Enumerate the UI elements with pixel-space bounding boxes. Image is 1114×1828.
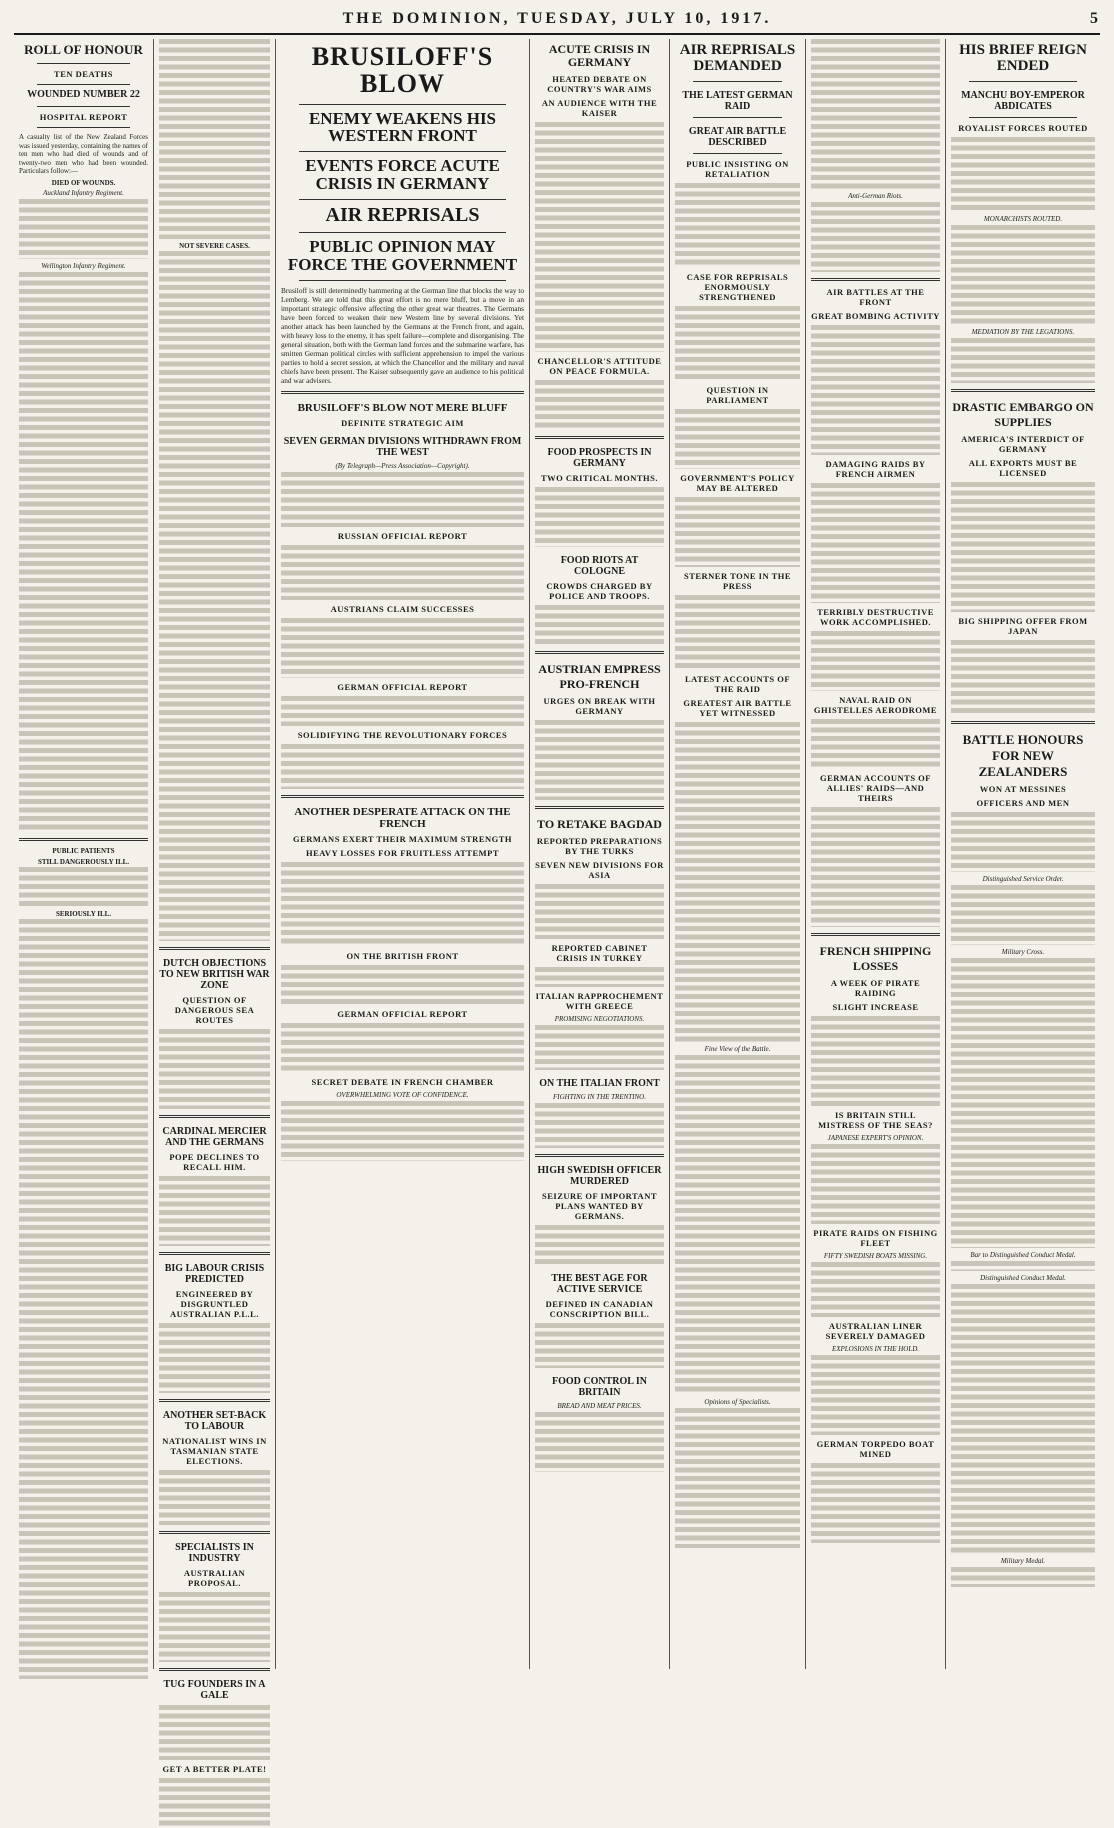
subhead-shipping-japan: BIG SHIPPING OFFER FROM JAPAN — [958, 615, 1088, 636]
casualty-list — [19, 272, 148, 832]
article-body — [159, 1705, 270, 1760]
headline-labour-crisis: BIG LABOUR CRISIS PREDICTED — [164, 1263, 265, 1285]
article-body — [811, 631, 940, 691]
divider — [969, 81, 1077, 82]
article-body — [811, 39, 940, 189]
article-body — [159, 1176, 270, 1246]
subhead-slight-increase: SLIGHT INCREASE — [832, 1002, 919, 1012]
regiment-wellington: Wellington Infantry Regiment. — [41, 261, 126, 270]
article-body — [535, 1103, 664, 1148]
subhead-critical-months: TWO CRITICAL MONTHS. — [541, 473, 658, 484]
subhead-pope: POPE DECLINES TO RECALL HIM. — [169, 1152, 260, 1172]
headline-food-control: FOOD CONTROL IN BRITAIN — [551, 1376, 647, 1399]
subhead-swedish-boats: FIFTY SWEDISH BOATS MISSING. — [823, 1252, 928, 1260]
headline-swedish-officer: HIGH SWEDISH OFFICER MURDERED — [537, 1165, 662, 1188]
article-body — [811, 202, 940, 272]
divider — [37, 84, 130, 85]
divider — [37, 127, 130, 128]
article-body — [159, 1470, 270, 1525]
article-body — [951, 137, 1095, 212]
divider — [951, 721, 1095, 724]
headline-cardinal-mercier: CARDINAL MERCIER AND THE GERMANS — [162, 1126, 267, 1148]
headline-food-riots: FOOD RIOTS AT COLOGNE — [560, 555, 639, 578]
headline-retake-bagdad: TO RETAKE BAGDAD — [537, 817, 662, 832]
subhead-explosions: EXPLOSIONS IN THE HOLD. — [831, 1345, 920, 1353]
article-body — [811, 1463, 940, 1543]
award-dcm: Distinguished Conduct Medal. — [980, 1273, 1066, 1282]
subhead-confidence: OVERWHELMING VOTE OF CONFIDENCE. — [336, 1090, 469, 1099]
advert-better-plate: GET A BETTER PLATE! — [162, 1764, 267, 1774]
article-body — [951, 640, 1095, 715]
article-body — [951, 225, 1095, 325]
divider — [693, 81, 782, 82]
article-body — [281, 862, 524, 947]
masthead-title: THE DOMINION, TUESDAY, JULY 10, 1917. — [342, 10, 772, 27]
subhead-sea-routes: QUESTION OF DANGEROUS SEA ROUTES — [174, 995, 255, 1025]
subhead-turkish-preparations: REPORTED PREPARATIONS BY THE TURKS — [536, 836, 663, 857]
headline-seven-divisions: SEVEN GERMAN DIVISIONS WITHDRAWN FROM THE WEST — [283, 435, 522, 458]
headline-not-mere-bluff: BRUSILOFF'S BLOW NOT MERE BLUFF — [297, 401, 508, 414]
column-roll-of-honour — [14, 39, 154, 1669]
subhead-heated-debate: HEATED DEBATE ON COUNTRY'S WAR AIMS — [547, 74, 652, 95]
subhead-crowds-charged: CROWDS CHARGED BY POLICE AND TROOPS. — [546, 581, 653, 602]
headline-acute-crisis-germany: ACUTE CRISIS IN GERMANY — [548, 42, 651, 69]
article-intro: A casualty list of the New Zealand Forces was issued yesterday, containing the names of ten men who had died of wounds and of twenty-two men who had been wounded. Particulars follow:— — [19, 133, 148, 176]
headline-tug-founders: TUG FOUNDERS IN A GALE — [163, 1679, 266, 1701]
subhead-british-front: ON THE BRITISH FRONT — [346, 950, 459, 961]
subhead-italian-greece: ITALIAN RAPPROCHEMENT WITH GREECE — [535, 991, 664, 1012]
subhead-russian-report: RUSSIAN OFFICIAL REPORT — [337, 530, 468, 541]
article-body — [535, 967, 664, 987]
divider — [693, 153, 782, 154]
headline-acute-crisis: EVENTS FORCE ACUTE CRISIS IN GERMANY — [305, 156, 500, 194]
subhead-america-interdict: AMERICA'S INTERDICT OF GERMANY — [961, 433, 1085, 454]
divider — [159, 1115, 270, 1118]
headline-best-age: THE BEST AGE FOR ACTIVE SERVICE — [551, 1273, 648, 1296]
divider — [299, 104, 506, 105]
article-body — [535, 1225, 664, 1265]
divider — [535, 1154, 664, 1157]
subhead-pirate-raiding: A WEEK OF PIRATE RAIDING — [830, 978, 921, 998]
subhead-messines: WON AT MESSINES — [979, 783, 1067, 794]
subhead-break-with-germany: URGES ON BREAK WITH GERMANY — [543, 696, 656, 717]
article-body — [535, 884, 664, 939]
headline-specialists: SPECIALISTS IN INDUSTRY — [175, 1542, 254, 1564]
honours-list — [951, 1567, 1095, 1587]
award-military-medal: Military Medal. — [1000, 1556, 1046, 1565]
subhead-greatest-battle: GREATEST AIR BATTLE YET WITNESSED — [683, 697, 792, 718]
article-body — [675, 409, 800, 469]
subhead-heavy-losses: HEAVY LOSSES FOR FRUITLESS ATTEMPT — [305, 847, 500, 858]
section-dangerously-ill: STILL DANGEROUSLY ILL. — [37, 857, 130, 866]
divider — [535, 436, 664, 439]
casualty-list — [19, 867, 148, 907]
advert-body — [159, 1778, 270, 1828]
subhead-bread-meat: BREAD AND MEAT PRICES. — [557, 1402, 642, 1411]
section-seriously-ill: SERIOUSLY ILL. — [55, 909, 112, 918]
subhead-seizure-plans: SEIZURE OF IMPORTANT PLANS WANTED BY GERMANS. — [541, 1191, 658, 1222]
headline-public-opinion: PUBLIC OPINION MAY FORCE THE GOVERNMENT — [287, 236, 518, 274]
award-military-cross: Military Cross. — [1001, 947, 1045, 956]
divider — [159, 1252, 270, 1255]
section-died-of-wounds: DIED OF WOUNDS. — [51, 178, 116, 187]
subhead-austrians-claim: AUSTRIANS CLAIM SUCCESSES — [330, 603, 475, 614]
article-body — [675, 1408, 800, 1548]
subhead-ten-deaths: TEN DEATHS — [54, 68, 113, 79]
headline-battle-honours: BATTLE HONOURS FOR NEW ZEALANDERS — [962, 731, 1084, 779]
column-air-reprisals — [670, 39, 806, 1669]
divider — [281, 391, 524, 394]
subhead-german-report: GERMAN OFFICIAL REPORT — [337, 681, 468, 692]
headline-desperate-attack: ANOTHER DESPERATE ATTACK ON THE FRENCH — [294, 805, 511, 830]
subhead-strategic-aim: DEFINITE STRATEGIC AIM — [341, 417, 464, 428]
headline-austrian-empress: AUSTRIAN EMPRESS PRO-FRENCH — [538, 662, 661, 692]
subhead-policy-altered: GOVERNMENT'S POLICY MAY BE ALTERED — [680, 472, 795, 493]
subhead-maximum-strength: GERMANS EXERT THEIR MAXIMUM STRENGTH — [292, 833, 513, 844]
divider — [299, 199, 506, 200]
subhead-ghistelles: NAVAL RAID ON GHISTELLES AERODROME — [813, 695, 938, 715]
press-credit: (By Telegraph—Press Association—Copyright). — [335, 461, 470, 470]
article-body — [281, 545, 524, 600]
headline-enemy-weakens: ENEMY WEAKENS HIS WESTERN FRONT — [308, 108, 497, 146]
article-body — [811, 719, 940, 769]
headline-dutch-objections: DUTCH OBJECTIONS TO NEW BRITISH WAR ZONE — [159, 958, 270, 991]
subhead-solidifying: SOLIDIFYING THE REVOLUTIONARY FORCES — [297, 729, 508, 740]
article-body — [535, 122, 664, 352]
subhead-japanese-expert: JAPANESE EXPERT'S OPINION. — [827, 1134, 924, 1142]
divider — [969, 117, 1077, 118]
divider — [159, 947, 270, 950]
subhead-monarchists-routed: MONARCHISTS ROUTED. — [983, 214, 1063, 223]
divider — [535, 651, 664, 654]
article-body — [811, 1262, 940, 1317]
subhead-destructive-work: TERRIBLY DESTRUCTIVE WORK ACCOMPLISHED. — [817, 607, 934, 627]
masthead — [14, 10, 1100, 35]
section-not-severe: NOT SEVERE CASES. — [179, 242, 250, 250]
page-number: 5 — [1090, 10, 1098, 27]
casualty-list — [19, 199, 148, 259]
headline-manchu-boy-emperor: MANCHU BOY-EMPEROR ABDICATES — [961, 89, 1085, 112]
subhead-german-report-2: GERMAN OFFICIAL REPORT — [337, 1008, 468, 1019]
headline-roll-of-honour: ROLL OF HONOUR — [24, 42, 143, 57]
article-body — [535, 380, 664, 430]
subhead-mistress-of-seas: IS BRITAIN STILL MISTRESS OF THE SEAS? — [818, 1110, 933, 1130]
article-body — [535, 1323, 664, 1368]
article-body — [159, 1029, 270, 1109]
divider — [19, 838, 148, 841]
divider — [811, 278, 940, 281]
subhead-negotiations: PROMISING NEGOTIATIONS. — [554, 1015, 645, 1024]
article-body — [675, 595, 800, 670]
headline-brusiloffs-blow: BRUSILOFF'S BLOW — [311, 42, 494, 99]
subhead-french-airmen: DAMAGING RAIDS BY FRENCH AIRMEN — [825, 459, 926, 479]
headline-drastic-embargo: DRASTIC EMBARGO ON SUPPLIES — [952, 399, 1094, 429]
article-body — [811, 325, 940, 455]
divider — [299, 280, 506, 281]
headline-air-reprisals: AIR REPRISALS — [325, 203, 480, 226]
article-body — [281, 1101, 524, 1161]
article-body — [675, 306, 800, 381]
subhead-seven-divisions-asia: SEVEN NEW DIVISIONS FOR ASIA — [535, 860, 664, 881]
subhead-fine-view: Fine View of the Battle. — [704, 1044, 771, 1053]
article-body — [675, 1055, 800, 1395]
column-casualties-continued — [154, 39, 276, 1774]
subhead-chancellor: CHANCELLOR'S ATTITUDE ON PEACE FORMULA. — [537, 356, 662, 377]
article-body — [951, 812, 1095, 872]
article-body — [675, 183, 800, 268]
subhead-mediation: MEDIATION BY THE LEGATIONS. — [971, 327, 1075, 336]
article-body — [951, 482, 1095, 612]
headline-food-prospects: FOOD PROSPECTS IN GERMANY — [547, 447, 652, 470]
article-body — [811, 483, 940, 603]
honours-list — [951, 1261, 1095, 1271]
article-body — [951, 338, 1095, 383]
subhead-specialists: Opinions of Specialists. — [704, 1397, 771, 1406]
column-china-and-honours — [946, 39, 1100, 1669]
award-bar-dcm: Bar to Distinguished Conduct Medal. — [970, 1250, 1076, 1259]
subhead-fishing-fleet: PIRATE RAIDS ON FISHING FLEET — [813, 1228, 938, 1248]
divider — [159, 1399, 270, 1402]
divider — [811, 933, 940, 936]
headline-latest-raid: THE LATEST GERMAN RAID — [682, 89, 793, 112]
column-main-war-news — [276, 39, 530, 1669]
divider — [299, 151, 506, 152]
article-body — [159, 1592, 270, 1662]
article-body — [281, 696, 524, 726]
headline-french-shipping: FRENCH SHIPPING LOSSES — [819, 944, 932, 973]
article-body — [535, 605, 664, 645]
divider — [693, 117, 782, 118]
article-body — [281, 744, 524, 789]
article-body — [811, 1016, 940, 1106]
regiment-auckland: Auckland Infantry Regiment. — [43, 188, 124, 197]
article-body — [811, 1144, 940, 1224]
divider — [159, 1531, 270, 1534]
article-body — [281, 472, 524, 527]
subhead-secret-debate: SECRET DEBATE IN FRENCH CHAMBER — [311, 1076, 494, 1087]
headline-brief-reign: HIS BRIEF REIGN ENDED — [959, 42, 1087, 74]
headline-air-reprisals-demanded: AIR REPRISALS DEMANDED — [679, 42, 796, 74]
subhead-conscription-bill: DEFINED IN CANADIAN CONSCRIPTION BILL. — [545, 1299, 654, 1320]
subhead-bombing-activity: GREAT BOMBING ACTIVITY — [811, 311, 940, 321]
subhead-royalist-routed: ROYALIST FORCES ROUTED — [958, 122, 1088, 133]
article-body — [811, 807, 940, 927]
subhead-hospital-report: HOSPITAL REPORT — [39, 112, 128, 123]
article-body — [675, 722, 800, 1042]
article-body — [281, 1023, 524, 1073]
article-body — [159, 1323, 270, 1393]
casualty-list — [159, 39, 270, 239]
subhead-engineered: ENGINEERED BY DISGRUNTLED AUSTRALIAN P.L.L. — [170, 1289, 259, 1319]
subhead-australian-proposal: AUSTRALIAN PROPOSAL. — [183, 1568, 246, 1588]
subhead-audience-kaiser: AN AUDIENCE WITH THE KAISER — [541, 98, 658, 119]
article-body — [535, 720, 664, 800]
columns — [14, 39, 1100, 1774]
subhead-cabinet-crisis: REPORTED CABINET CRISIS IN TURKEY — [551, 943, 648, 964]
divider — [281, 795, 524, 798]
subhead-officers-men: OFFICERS AND MEN — [976, 797, 1070, 808]
divider — [159, 1668, 270, 1671]
headline-set-back-labour: ANOTHER SET-BACK TO LABOUR — [162, 1410, 267, 1432]
subhead-trentino: FIGHTING IN THE TRENTINO. — [553, 1093, 646, 1102]
article-body — [535, 1412, 664, 1472]
divider — [37, 63, 130, 64]
subhead-torpedo-boat: GERMAN TORPEDO BOAT MINED — [816, 1439, 935, 1459]
subhead-latest-accounts: LATEST ACCOUNTS OF THE RAID — [684, 673, 791, 694]
honours-list — [951, 1284, 1095, 1554]
honours-list — [951, 885, 1095, 945]
casualty-list — [19, 919, 148, 1679]
subhead-exports-licensed: ALL EXPORTS MUST BE LICENSED — [968, 457, 1078, 478]
subhead-liner-damaged: AUSTRALIAN LINER SEVERELY DAMAGED — [825, 1321, 926, 1341]
column-germany-crisis — [530, 39, 670, 1669]
casualty-list — [159, 251, 270, 941]
article-body — [675, 497, 800, 567]
subhead-nationalist-wins: NATIONALIST WINS IN TASMANIAN STATE ELECTIONS. — [162, 1436, 267, 1466]
subhead-anti-german-riots: Anti-German Riots. — [848, 192, 903, 200]
divider — [299, 232, 506, 233]
column-air-and-shipping — [806, 39, 946, 1669]
article-body — [281, 618, 524, 678]
award-dso: Distinguished Service Order. — [982, 874, 1064, 883]
article-body — [535, 487, 664, 547]
honours-list — [951, 958, 1095, 1248]
article-body — [535, 1025, 664, 1070]
headline-italian-front: ON THE ITALIAN FRONT — [539, 1078, 660, 1090]
headline-great-air-battle: GREAT AIR BATTLE DESCRIBED — [688, 125, 787, 148]
headline-wounded: WOUNDED NUMBER 22 — [27, 88, 140, 100]
lead-summary: Brusiloff is still determinedly hammering at the German line that blocks the way to Lemberg. We are told that this great effort is no mere bluff, but a move in an important strategic offensive affecting the other great war theatres. The Germans have been forced to weaken their new Western line by several divisions. Yet another attack has been launched by the Germans at the French front, and again, with heavy loss to the enemy, it has spelt failure—complete and disorganising. The general situation, both with the German land forces and the submarine warfare, has smitten German political circles with sufficient apprehension to impel the various parties to hold a secret session, at which the Chancellor and the military and naval chiefs have been present. The Kaiser subsequently gave an audience to his political and war advisers. — [281, 285, 524, 385]
subhead-retaliation: PUBLIC INSISTING ON RETALIATION — [686, 158, 789, 179]
section-public-patients: PUBLIC PATIENTS — [52, 846, 115, 855]
article-body — [281, 965, 524, 1005]
divider — [37, 106, 130, 107]
article-body — [811, 1355, 940, 1435]
divider — [535, 806, 664, 809]
subhead-case-for-reprisals: CASE FOR REPRISALS ENORMOUSLY STRENGTHENED — [686, 271, 789, 302]
subhead-air-battles-front: AIR BATTLES AT THE FRONT — [826, 287, 925, 307]
divider — [951, 389, 1095, 392]
subhead-german-accounts: GERMAN ACCOUNTS OF ALLIES' RAIDS—AND THEIRS — [819, 773, 931, 803]
subhead-parliament: QUESTION IN PARLIAMENT — [706, 384, 769, 405]
subhead-sterner-tone: STERNER TONE IN THE PRESS — [683, 570, 792, 591]
